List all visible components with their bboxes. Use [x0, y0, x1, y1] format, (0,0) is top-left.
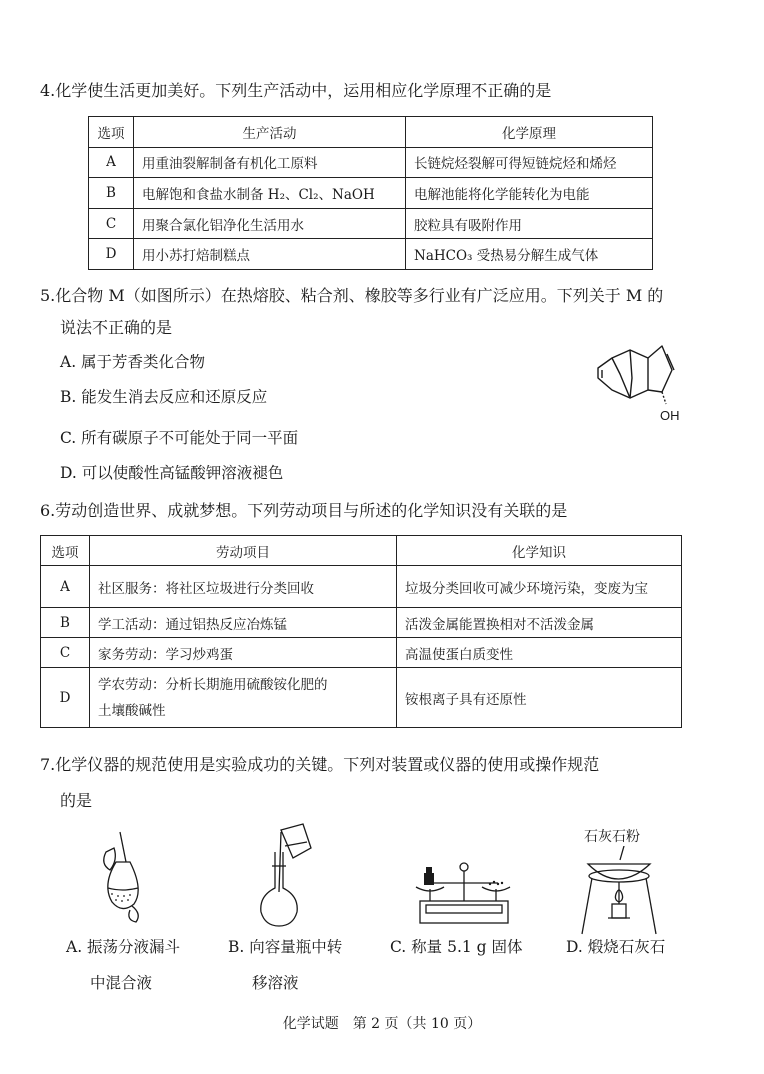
weight-top	[426, 867, 432, 873]
activity-cell: 用小苏打焙制糕点	[134, 239, 406, 270]
option-cell: A	[41, 566, 90, 608]
table-header: 选项	[41, 536, 90, 566]
q5-option-d: D. 可以使酸性高锰酸钾溶液褪色	[60, 464, 284, 482]
separatory-funnel-figure	[92, 830, 152, 930]
q4-table	[88, 116, 653, 270]
table-row	[41, 668, 682, 728]
caption-c-line1: C. 称量 5.1 g 固体	[390, 938, 523, 956]
q5-option-b: B. 能发生消去反应和还原反应	[60, 388, 268, 406]
tripod-leg	[582, 878, 592, 934]
knowledge-cell: 垃圾分类回收可减少环境污染，变废为宝	[397, 566, 682, 608]
table-header: 化学知识	[397, 536, 682, 566]
option-cell: A	[89, 147, 134, 178]
table-header: 化学原理	[406, 117, 653, 148]
funnel-body	[108, 862, 138, 909]
table-row	[89, 147, 653, 178]
weight	[424, 873, 434, 885]
option-cell: D	[89, 239, 134, 270]
activity-line: 学农劳动：分析长期施用硫酸铵化肥的	[98, 676, 328, 693]
table-header-row	[41, 536, 682, 566]
option-cell: C	[89, 208, 134, 239]
activity-cell: 家务劳动：学习炒鸡蛋	[90, 638, 397, 668]
bond-path	[630, 350, 648, 398]
activity-cell: 电解饱和食盐水制备 H₂、Cl₂、NaOH	[134, 178, 406, 209]
balance-figure	[408, 855, 518, 930]
caption-b-line2: 移溶液	[252, 974, 299, 992]
label-pointer	[620, 846, 624, 860]
burner	[612, 904, 626, 918]
table-header: 劳动项目	[90, 536, 397, 566]
oh-bond	[662, 392, 666, 404]
table-row	[41, 638, 682, 668]
activity-cell: 社区服务：将社区垃圾进行分类回收	[90, 566, 397, 608]
caption-b-line1: B. 向容量瓶中转	[228, 938, 343, 956]
q7-stem-line1: 7.化学仪器的规范使用是实验成功的关键。下列对装置或仪器的使用或操作规范	[40, 755, 600, 774]
activity-cell	[90, 668, 397, 728]
oh-label: OH	[660, 408, 680, 423]
option-cell: D	[41, 668, 90, 728]
evaporating-dish-figure	[578, 846, 660, 936]
q5-option-c: C. 所有碳原子不可能处于同一平面	[60, 429, 299, 447]
q6-stem: 6.劳动创造世界、成就梦想。下列劳动项目与所述的化学知识没有关联的是	[40, 501, 568, 520]
page-footer: 化学试题 第 2 页（共 10 页）	[282, 1016, 482, 1032]
liquid-line	[108, 888, 138, 890]
table-header-row	[89, 117, 653, 148]
five-ring	[648, 346, 672, 392]
table-row	[89, 239, 653, 270]
activity-cell: 用聚合氯化铝净化生活用水	[134, 208, 406, 239]
limestone-label: 石灰石粉	[584, 829, 640, 845]
option-cell: C	[41, 638, 90, 668]
beaker	[281, 824, 311, 858]
activity-cell: 学工活动：通过铝热反应冶炼锰	[90, 608, 397, 638]
balance-base	[420, 901, 508, 923]
principle-cell: 长链烷烃裂解可得短链烷烃和烯烃	[406, 147, 653, 178]
hand-bottom	[129, 906, 138, 922]
q7-stem-line2: 的是	[60, 791, 93, 810]
table-row	[89, 178, 653, 209]
principle-cell: NaHCO₃ 受热易分解生成气体	[406, 239, 653, 270]
q5-option-a: A. 属于芳香类化合物	[60, 353, 206, 371]
beaker-liquid	[285, 842, 307, 846]
bridge-bond	[612, 358, 630, 398]
activity-cell: 用重油裂解制备有机化工原料	[134, 147, 406, 178]
table-header: 选项	[89, 117, 134, 148]
balance-scale	[426, 905, 502, 913]
balance-knob	[460, 863, 468, 871]
option-cell: B	[41, 608, 90, 638]
knowledge-cell: 铵根离子具有还原性	[397, 668, 682, 728]
caption-a-line2: 中混合液	[90, 974, 153, 992]
knowledge-cell: 高温使蛋白质变性	[397, 638, 682, 668]
caption-a-line1: A. 振荡分液漏斗	[66, 938, 181, 956]
table-row	[41, 566, 682, 608]
compound-m-structure	[590, 340, 700, 425]
tripod-leg	[646, 878, 656, 934]
q4-stem: 4.化学使生活更加美好。下列生产活动中，运用相应化学原理不正确的是	[40, 81, 552, 100]
volumetric-flask-figure	[255, 822, 315, 932]
table-header: 生产活动	[134, 117, 406, 148]
q5-stem-line1: 5.化合物 M（如图所示）在热熔胶、粘合剂、橡胶等多行业有广泛应用。下列关于 M 的	[40, 286, 664, 305]
knowledge-cell: 活泼金属能置换相对不活泼金属	[397, 608, 682, 638]
tripod-ring	[589, 870, 649, 882]
table-row	[89, 208, 653, 239]
q6-table	[40, 535, 682, 728]
funnel-neck	[120, 832, 126, 862]
principle-cell: 胶粒具有吸附作用	[406, 208, 653, 239]
caption-d-line1: D. 煅烧石灰石	[566, 938, 666, 956]
activity-line: 土壤酸碱性	[98, 702, 166, 719]
glass-rod	[279, 832, 281, 892]
principle-cell: 电解池能将化学能转化为电能	[406, 178, 653, 209]
q5-stem-line2: 说法不正确的是	[60, 318, 173, 337]
table-row	[41, 608, 682, 638]
option-cell: B	[89, 178, 134, 209]
